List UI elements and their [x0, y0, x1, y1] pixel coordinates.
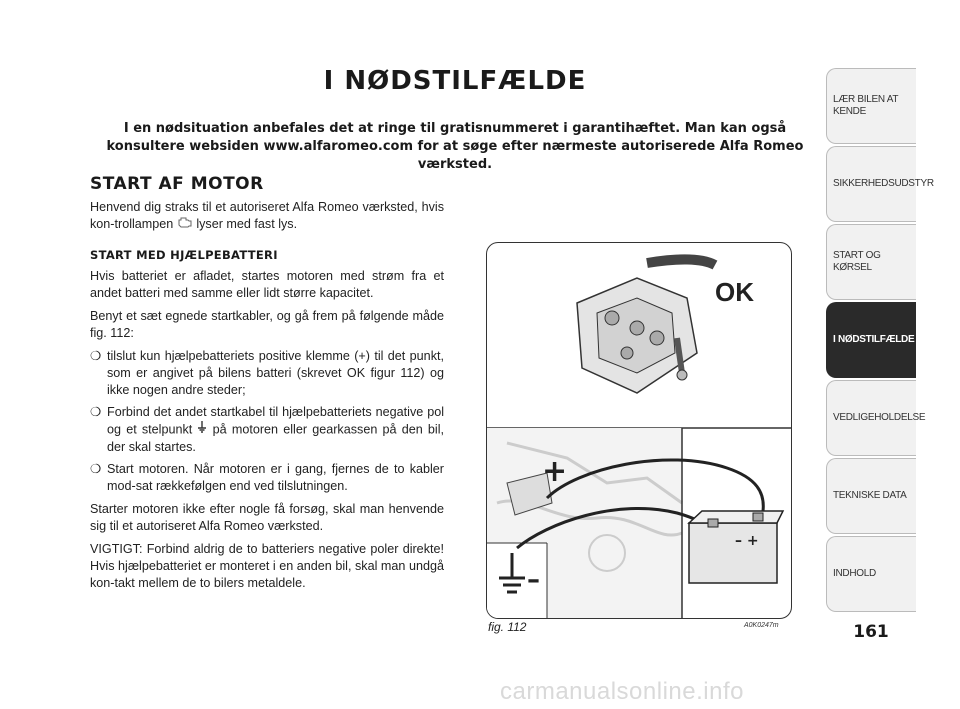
bullet-circle-icon: ❍ — [90, 405, 102, 420]
tab-start-og-korsel[interactable]: START OG KØRSEL — [826, 224, 916, 300]
ok-label: OK — [715, 277, 754, 307]
main-column — [90, 176, 444, 598]
tab-sikkerhedsudstyr[interactable]: SIKKERHEDSUDSTYR — [826, 146, 916, 222]
list-item: ❍ tilslut kun hjælpebatteriets positive klemme (+) til det punkt, som er angivet på bilens batteri (skrevet OK figur 112) og ikke nogen andre steder; — [90, 349, 444, 398]
tab-tekniske-data[interactable]: TEKNISKE DATA — [826, 458, 916, 534]
paragraph-important: VIGTIGT: Forbind aldrig de to batteriers negative poler direkte! Hvis hjælpebatteriet er monteret i en anden bil, skal man undgå kon-takt mellem de to bilers metaldele. — [90, 542, 444, 591]
bullet-circle-icon: ❍ — [90, 462, 102, 477]
minus-label: – — [527, 565, 540, 595]
section-heading: START AF MOTOR — [90, 174, 264, 194]
tab-vedligeholdelse[interactable]: VEDLIGEHOLDELSE — [826, 380, 916, 456]
steps-list — [90, 348, 444, 495]
bullet-circle-icon: ❍ — [90, 349, 102, 364]
engine-warning-lamp-icon — [177, 216, 193, 233]
page-number: 161 — [853, 622, 889, 642]
tab-laer-bilen[interactable]: LÆR BILEN AT KENDE — [826, 68, 916, 144]
svg-text:– +: – + — [735, 533, 759, 549]
ground-symbol-icon — [197, 421, 207, 439]
watermark: carmanualsonline.info — [500, 678, 744, 705]
chapter-tabs — [826, 68, 934, 614]
paragraph-warning-lamp: Henvend dig straks til et autoriseret Alfa Romeo værksted, hvis kon-trollampen lyser med fast lys. — [90, 199, 444, 233]
paragraph-retry: Starter motoren ikke efter nogle få forsøg, skal man henvende sig til et autoriseret Alfa Romeo værksted. — [90, 502, 444, 534]
jump-start-figure — [486, 242, 792, 619]
subheading: START MED HJÆLPEBATTERI — [90, 248, 278, 263]
paragraph-cables: Benyt et sæt egnede startkabler, og gå frem på følgende måde fig. 112: — [90, 309, 444, 341]
tab-i-nodstilfaelde[interactable]: I NØDSTILFÆLDE — [826, 302, 916, 378]
jump-start-illustration — [487, 243, 791, 618]
figure-caption: fig. 112 — [488, 620, 527, 634]
paragraph-discharged: Hvis batteriet er afladet, startes motoren med strøm fra et andet batteri med samme eller lidt større kapacitet. — [90, 269, 444, 301]
plus-label: + — [542, 454, 568, 489]
list-item: ❍ Start motoren. Når motoren er i gang, fjernes de to kabler mod-sat rækkefølgen end ved tilslutningen. — [90, 462, 444, 494]
list-item: ❍ Forbind det andet startkabel til hjælpebatteriets negative pol og et stelpunkt på motoren eller gearkassen på den bil, der skal startes. — [90, 405, 445, 455]
figure-code: A0K0247m — [744, 622, 779, 629]
page-title: I NØDSTILFÆLDE — [323, 66, 587, 96]
tab-indhold[interactable]: INDHOLD — [826, 536, 916, 612]
intro-text: I en nødsituation anbefales det at ringe til gratisnummeret i garantihæftet. Man kan også konsultere websiden www.alfaromeo.com for at søge efter nærmeste autoriserede Alfa Romeo værksted. — [106, 121, 804, 172]
